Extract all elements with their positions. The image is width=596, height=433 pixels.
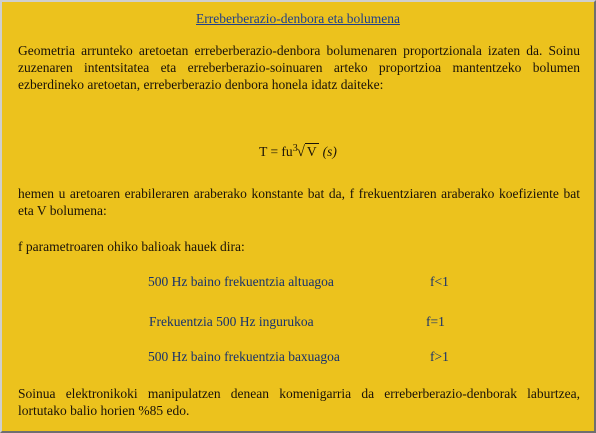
table-row-label: 500 Hz baino frekuentzia baxuagoa [148,349,340,364]
explanation-paragraph: hemen u aretoaren erabileraren araberako konstante bat da, f frekuentziaren araberako koefiziente bat eta V bolumena: [18,186,580,218]
table-row-value: f=1 [426,314,445,329]
table-row-value: f<1 [430,274,449,289]
formula-lhs: T = fu [259,144,293,159]
table-row-value: f>1 [430,349,449,364]
cube-root [293,139,319,162]
intro-paragraph: Geometria arrunteko aretoetan erreberberazio-denbora bolumenaren proportzionala izaten da. Soinu zuzenaren intentsitatea eta erreberberazio-soinuaren arteko proportzioa mantentzeko bolumen ezberdineko aretoetan, erreberberazio denbora honela idatz daiteke: [18,43,580,92]
formula-unit: (s) [322,144,337,159]
table-row-label: 500 Hz baino frekuentzia altuagoa [148,274,334,289]
root-index: 3 [292,143,298,154]
parameter-intro: f parametroaren ohiko balioak hauek dira: [18,239,245,254]
radicand: V [306,144,317,159]
closing-paragraph: Soinua elektronikoki manipulatzen denean komenigarria da erreberberazio-denborak laburtzea, lortutako balio horien %85 edo. [18,386,580,418]
radical-icon: √ [296,144,305,160]
reverberation-formula [2,139,594,162]
page-title: Erreberberazio-denbora eta bolumena [196,11,400,26]
table-row-label: Frekuentzia 500 Hz ingurukoa [149,314,314,329]
